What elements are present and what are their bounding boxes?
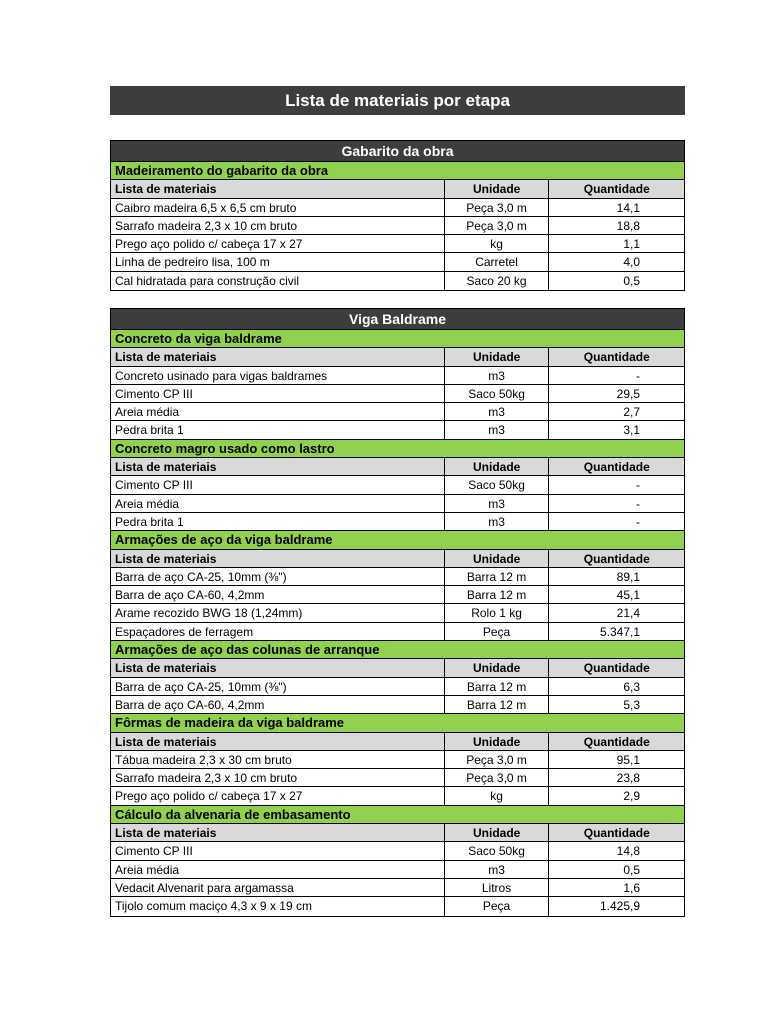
material-qty: 1,1 [623,237,641,252]
column-header-row [111,550,684,568]
material-qty: - [636,478,641,493]
table-row [111,513,684,531]
material-unit: Peça 3,0 m [445,751,550,768]
material-unit: m3 [445,513,550,530]
column-header-name: Lista de materiais [111,824,445,841]
material-name: Cimento CP III [111,842,445,859]
material-name: Tijolo comum maciço 4,3 x 9 x 19 cm [111,897,445,915]
material-unit: m3 [445,421,550,438]
material-name: Vedacit Alvenarit para argamassa [111,879,445,896]
material-unit: Peça [445,897,550,915]
material-unit: Peça 3,0 m [445,769,550,786]
material-unit: Saco 50kg [445,842,550,859]
material-qty: 6,3 [623,679,641,694]
column-header-qty: Quantidade [583,734,650,749]
material-name: Cimento CP III [111,385,445,402]
section-title: Concreto magro usado como lastro [111,440,684,458]
table-row [111,476,684,494]
material-qty: 1,6 [623,880,641,895]
table-row [111,403,684,421]
material-unit: Barra 12 m [445,696,550,713]
material-unit: Rolo 1 kg [445,604,550,621]
material-qty: - [636,368,641,383]
column-header-qty: Quantidade [583,551,650,566]
material-name: Espaçadores de ferragem [111,623,445,640]
material-name: Sarrafo madeira 2,3 x 10 cm bruto [111,217,445,234]
material-qty: 1.425,9 [599,899,641,914]
section-title: Concreto da viga baldrame [111,330,684,348]
column-header-unit: Unidade [445,659,550,676]
material-name: Prego aço polido c/ cabeça 17 x 27 [111,235,445,252]
material-qty: 3,1 [623,423,641,438]
column-header-row [111,733,684,751]
column-header-name: Lista de materiais [111,550,445,567]
material-qty: 21,4 [616,606,641,621]
material-unit: Barra 12 m [445,678,550,695]
material-qty: 2,9 [623,789,641,804]
table-row [111,897,684,915]
material-qty: 0,5 [623,862,641,877]
material-unit: m3 [445,861,550,878]
column-header-unit: Unidade [445,550,550,567]
table-row [111,696,684,714]
column-header-unit: Unidade [445,733,550,750]
material-qty: 89,1 [616,569,641,584]
material-name: Pedra brita 1 [111,513,445,530]
material-qty: 45,1 [616,588,641,603]
column-header-row [111,180,684,198]
material-qty: - [636,496,641,511]
table-row [111,769,684,787]
material-unit: Saco 50kg [445,476,550,493]
material-qty: 5,3 [623,697,641,712]
page-title: Lista de materiais por etapa [110,86,685,115]
material-qty: 2,7 [623,405,641,420]
table-row [111,787,684,805]
table-row [111,604,684,622]
column-header-qty: Quantidade [583,661,650,676]
column-header-row [111,348,684,366]
material-name: Cimento CP III [111,476,445,493]
material-name: Cal hidratada para construção civil [111,272,445,290]
section-title: Armações de aço da viga baldrame [111,531,684,549]
material-unit: kg [445,235,550,252]
material-name: Areia média [111,403,445,420]
table-viga-baldrame [110,308,685,917]
section-title: Madeiramento do gabarito da obra [111,162,684,180]
column-header-qty: Quantidade [583,350,650,365]
material-unit: Barra 12 m [445,586,550,603]
material-qty: 29,5 [616,386,641,401]
column-header-row [111,824,684,842]
material-name: Barra de aço CA-25, 10mm (⅜") [111,568,445,585]
column-header-name: Lista de materiais [111,348,445,365]
section-title: Armações de aço das colunas de arranque [111,641,684,659]
column-header-qty: Quantidade [583,460,650,475]
material-unit: Saco 50kg [445,385,550,402]
material-unit: Barra 12 m [445,568,550,585]
column-header-unit: Unidade [445,458,550,475]
material-unit: Peça 3,0 m [445,199,550,216]
material-unit: Peça [445,623,550,640]
table-gabarito [110,140,685,291]
material-name: Prego aço polido c/ cabeça 17 x 27 [111,787,445,804]
material-name: Concreto usinado para vigas baldrames [111,367,445,384]
material-qty: 0,5 [623,273,641,288]
table-row [111,678,684,696]
material-unit: m3 [445,367,550,384]
material-name: Barra de aço CA-60, 4,2mm [111,696,445,713]
table-row [111,586,684,604]
material-qty: - [636,514,641,529]
table-row [111,367,684,385]
material-name: Barra de aço CA-25, 10mm (⅜") [111,678,445,695]
section-title: Cálculo da alvenaria de embasamento [111,806,684,824]
material-qty: 14,1 [616,200,641,215]
table-row [111,199,684,217]
material-qty: 23,8 [616,771,641,786]
material-name: Linha de pedreiro lisa, 100 m [111,253,445,270]
column-header-name: Lista de materiais [111,458,445,475]
table-row [111,879,684,897]
table-row [111,861,684,879]
table-header: Gabarito da obra [111,141,684,162]
material-unit: Peça 3,0 m [445,217,550,234]
column-header-row [111,659,684,677]
material-unit: Saco 20 kg [445,272,550,290]
material-qty: 4,0 [623,255,641,270]
table-header: Viga Baldrame [111,309,684,330]
section-title: Fôrmas de madeira da viga baldrame [111,714,684,732]
material-name: Sarrafo madeira 2,3 x 10 cm bruto [111,769,445,786]
material-name: Barra de aço CA-60, 4,2mm [111,586,445,603]
column-header-name: Lista de materiais [111,659,445,676]
table-row [111,253,684,271]
table-row [111,568,684,586]
material-unit: m3 [445,403,550,420]
material-name: Arame recozido BWG 18 (1,24mm) [111,604,445,621]
table-row [111,842,684,860]
material-unit: Carretel [445,253,550,270]
table-row [111,623,684,641]
material-qty: 14,8 [616,844,641,859]
column-header-qty: Quantidade [583,826,650,841]
table-row [111,235,684,253]
table-row [111,217,684,235]
table-row [111,385,684,403]
column-header-unit: Unidade [445,348,550,365]
material-qty: 95,1 [616,752,641,767]
column-header-row [111,458,684,476]
material-qty: 5.347,1 [599,624,641,639]
material-unit: Litros [445,879,550,896]
material-name: Areia média [111,495,445,512]
table-row [111,495,684,513]
table-row [111,421,684,439]
material-name: Pedra brita 1 [111,421,445,438]
column-header-unit: Unidade [445,180,550,197]
material-qty: 18,8 [616,218,641,233]
column-header-name: Lista de materiais [111,180,445,197]
material-name: Tábua madeira 2,3 x 30 cm bruto [111,751,445,768]
column-header-qty: Quantidade [583,182,650,197]
table-row [111,751,684,769]
material-name: Caibro madeira 6,5 x 6,5 cm bruto [111,199,445,216]
column-header-name: Lista de materiais [111,733,445,750]
material-unit: kg [445,787,550,804]
table-row [111,272,684,290]
material-name: Areia média [111,861,445,878]
material-unit: m3 [445,495,550,512]
column-header-unit: Unidade [445,824,550,841]
